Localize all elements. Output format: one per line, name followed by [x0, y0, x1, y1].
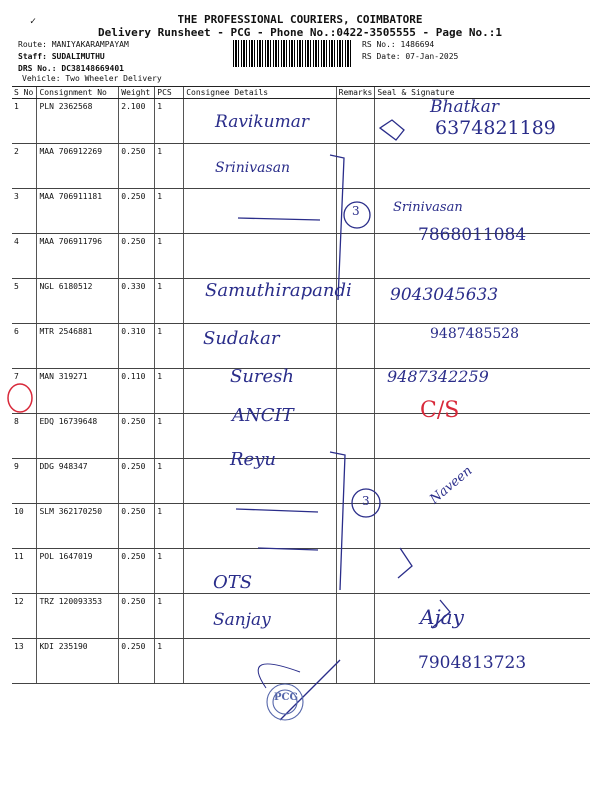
cell-pcs: 1 [155, 369, 184, 414]
hw-sign-4: Srinivasan [393, 200, 463, 215]
cell-remarks [336, 144, 375, 189]
cell-remarks [336, 414, 375, 459]
cell-consignment: PLN 2362568 [37, 99, 119, 144]
col-header-consignee: Consignee Details [184, 87, 336, 99]
cell-signature [375, 594, 590, 639]
hw-remark-8: C/S [420, 398, 460, 423]
cell-pcs: 1 [155, 414, 184, 459]
tick-mark: ✓ [30, 16, 37, 27]
cell-remarks [336, 594, 375, 639]
hw-consignee-9: Reyu [230, 449, 276, 470]
document-title: THE PROFESSIONAL COURIERS, COIMBATORE [177, 13, 423, 26]
hw-bracket-count-3: 3 [352, 204, 360, 218]
cell-weight: 0.250 [119, 639, 155, 684]
cell-pcs: 1 [155, 324, 184, 369]
cell-remarks [336, 639, 375, 684]
cell-pcs: 1 [155, 99, 184, 144]
hw-consignee-1: Ravikumar [215, 112, 309, 132]
cell-consignee [184, 504, 336, 549]
cell-consignee [184, 549, 336, 594]
pcg-stamp: PCG [274, 692, 299, 703]
cell-remarks [336, 504, 375, 549]
cell-sno: 10 [12, 504, 37, 549]
hw-consignee-6: Sudakar [203, 328, 280, 349]
cell-weight: 2.100 [119, 99, 155, 144]
cell-weight: 0.250 [119, 189, 155, 234]
col-header-signature: Seal & Signature [375, 87, 590, 99]
cell-sno: 1 [12, 99, 37, 144]
cell-consignment: MTR 2546881 [37, 324, 119, 369]
cell-weight: 0.110 [119, 369, 155, 414]
cell-pcs: 1 [155, 504, 184, 549]
hw-sign-phone-5: 9043045633 [390, 285, 499, 305]
cell-weight: 0.330 [119, 279, 155, 324]
cell-weight: 0.250 [119, 549, 155, 594]
cell-sno: 5 [12, 279, 37, 324]
cell-signature [375, 144, 590, 189]
col-header-remarks: Remarks [336, 87, 375, 99]
cell-signature [375, 549, 590, 594]
cell-sno: 2 [12, 144, 37, 189]
cell-consignee [184, 639, 336, 684]
hw-sign-phone-7: 9487342259 [387, 367, 489, 386]
cell-consignment: EDQ 16739648 [37, 414, 119, 459]
cell-pcs: 1 [155, 234, 184, 279]
hw-consignee-5: Samuthirapandi [205, 280, 352, 301]
document-subtitle: Delivery Runsheet - PCG - Phone No.:0422-3505555 - Page No.:1 [98, 26, 502, 39]
cell-consignment: NGL 6180512 [37, 279, 119, 324]
cell-signature [375, 504, 590, 549]
table-row [12, 414, 590, 459]
cell-weight: 0.250 [119, 504, 155, 549]
cell-remarks [336, 234, 375, 279]
cell-consignment: MAN 319271 [37, 369, 119, 414]
cell-sno: 3 [12, 189, 37, 234]
hw-bracket-count-10: 3 [362, 494, 370, 508]
cell-sno: 13 [12, 639, 37, 684]
table-row [12, 549, 590, 594]
table-header-row [12, 87, 590, 99]
hw-consignee-13: Sanjay [213, 610, 271, 630]
table-row [12, 504, 590, 549]
cell-sno: 11 [12, 549, 37, 594]
barcode [233, 40, 351, 67]
col-header-consignment: Consignment No [37, 87, 119, 99]
table-row [12, 144, 590, 189]
table-row [12, 594, 590, 639]
cell-sno: 4 [12, 234, 37, 279]
col-header-sno: S No [12, 87, 37, 99]
cell-consignment: MAA 706912269 [37, 144, 119, 189]
hw-phone-4: 7868011084 [418, 225, 527, 245]
cell-sno: 6 [12, 324, 37, 369]
cell-weight: 0.250 [119, 459, 155, 504]
hw-sign-1: Bhatkar [430, 97, 499, 117]
cell-remarks [336, 549, 375, 594]
staff-label: Staff: SUDALIMUTHU [18, 52, 105, 61]
cell-pcs: 1 [155, 144, 184, 189]
hw-phone-6: 9487485528 [430, 326, 520, 342]
cell-consignment: DDG 948347 [37, 459, 119, 504]
cell-pcs: 1 [155, 189, 184, 234]
col-header-weight: Weight [119, 87, 155, 99]
cell-consignment: MAA 706911796 [37, 234, 119, 279]
rs-date: RS Date: 07-Jan-2025 [362, 52, 459, 61]
cell-consignee [184, 234, 336, 279]
cell-sno: 7 [12, 369, 37, 414]
cell-weight: 0.310 [119, 324, 155, 369]
vehicle-label: Vehicle: Two Wheeler Delivery [22, 74, 162, 83]
cell-sno: 8 [12, 414, 37, 459]
cell-consignee [184, 189, 336, 234]
drs-label: DRS No.: DC38148669401 [18, 64, 124, 73]
route-label: Route: MANIYAKARAMPAYAM [18, 40, 129, 49]
cell-remarks [336, 369, 375, 414]
cell-weight: 0.250 [119, 234, 155, 279]
cell-signature [375, 459, 590, 504]
col-header-pcs: PCS [155, 87, 184, 99]
cell-weight: 0.250 [119, 414, 155, 459]
hw-consignee-2: Srinivasan [215, 160, 291, 176]
cell-consignment: TRZ 120093353 [37, 594, 119, 639]
cell-weight: 0.250 [119, 594, 155, 639]
cell-pcs: 1 [155, 279, 184, 324]
hw-bottom-phone: 7904813723 [418, 653, 527, 673]
cell-pcs: 1 [155, 549, 184, 594]
hw-sign-13: Ajay [420, 605, 464, 629]
cell-sno: 12 [12, 594, 37, 639]
cell-consignment: MAA 706911181 [37, 189, 119, 234]
hw-consignee-8: ANCIT [232, 405, 294, 426]
runsheet-table [12, 86, 590, 684]
hw-consignee-7: Suresh [230, 366, 295, 387]
table-row [12, 459, 590, 504]
cell-remarks [336, 99, 375, 144]
hw-consignee-12: OTS [213, 572, 253, 593]
cell-pcs: 1 [155, 594, 184, 639]
cell-weight: 0.250 [119, 144, 155, 189]
cell-pcs: 1 [155, 639, 184, 684]
cell-consignment: KDI 235190 [37, 639, 119, 684]
hw-phone-1: 6374821189 [435, 117, 556, 139]
hw-sign-11: Naveen [427, 463, 476, 508]
cell-consignment: SLM 362170250 [37, 504, 119, 549]
cell-consignment: POL 1647019 [37, 549, 119, 594]
rs-number: RS No.: 1486694 [362, 40, 435, 49]
cell-pcs: 1 [155, 459, 184, 504]
cell-remarks [336, 324, 375, 369]
cell-signature [375, 414, 590, 459]
table-row [12, 369, 590, 414]
cell-sno: 9 [12, 459, 37, 504]
